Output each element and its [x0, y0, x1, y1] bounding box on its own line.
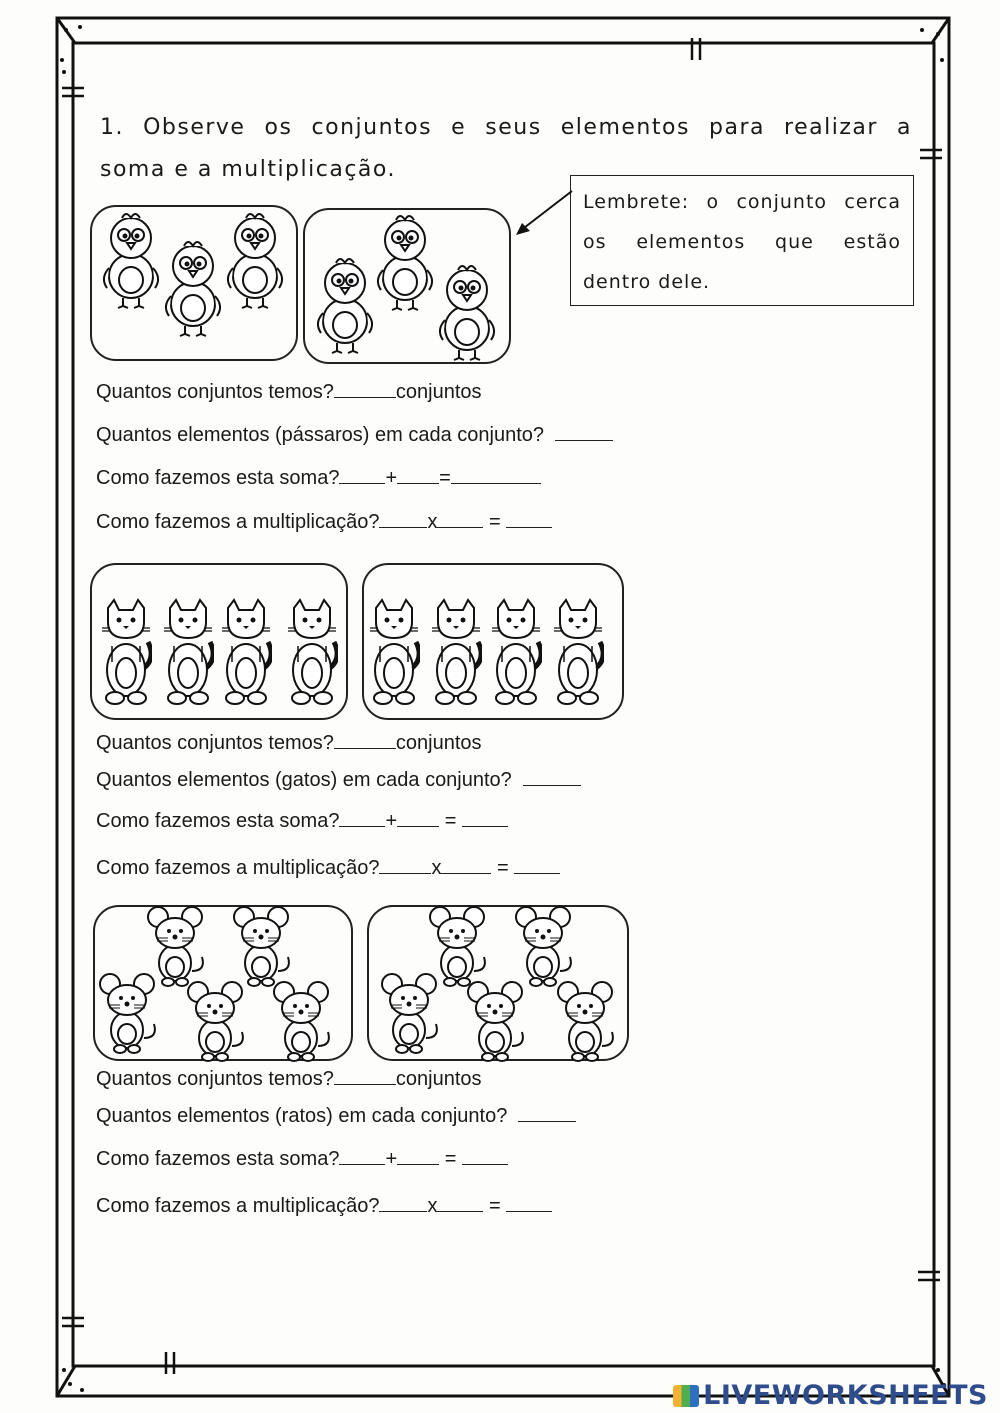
bird-set-1 [90, 205, 298, 361]
sum-term-2-blank[interactable] [397, 809, 439, 827]
sum-result-blank[interactable] [451, 466, 541, 484]
elements-count-blank[interactable] [523, 768, 581, 786]
section3-q4: Como fazemos a multiplicação? x = [96, 1194, 552, 1218]
exercise-instruction-cont: soma e a multiplicação. [100, 157, 396, 182]
sum-result-blank[interactable] [462, 809, 508, 827]
sum-result-blank[interactable] [462, 1147, 508, 1165]
mult-result-blank[interactable] [506, 510, 552, 528]
mouse-set-2 [367, 905, 629, 1061]
section2-q2: Quantos elementos (gatos) em cada conjunto? [96, 768, 581, 792]
mult-factor-1-blank[interactable] [379, 856, 431, 874]
sets-count-blank[interactable] [334, 731, 396, 749]
section3-q3: Como fazemos esta soma? + = [96, 1147, 508, 1171]
section2-q3: Como fazemos esta soma? + = [96, 809, 508, 833]
mult-factor-1-blank[interactable] [379, 1194, 427, 1212]
mult-result-blank[interactable] [514, 856, 560, 874]
sum-term-2-blank[interactable] [397, 1147, 439, 1165]
sum-term-1-blank[interactable] [339, 1147, 385, 1165]
section2-q4: Como fazemos a multiplicação? x = [96, 856, 560, 880]
section1-q1: Quantos conjuntos temos? conjuntos [96, 381, 482, 403]
reminder-line-3: dentro dele. [583, 271, 711, 293]
cat-set-2 [362, 563, 624, 720]
reminder-arrow [510, 185, 580, 245]
mouse-set-1 [93, 905, 353, 1061]
logo-mark [673, 1385, 699, 1407]
section3-q2: Quantos elementos (ratos) em cada conjunto? [96, 1104, 576, 1128]
bird-set-2 [303, 208, 511, 364]
sum-term-1-blank[interactable] [339, 809, 385, 827]
section1-q2: Quantos elementos (pássaros) em cada conjunto? [96, 423, 613, 447]
section1-q3: Como fazemos esta soma? + = [96, 466, 541, 490]
cat-set-1 [90, 563, 348, 720]
sets-count-blank[interactable] [334, 380, 396, 398]
mult-factor-2-blank[interactable] [441, 856, 491, 874]
elements-count-blank[interactable] [518, 1104, 576, 1122]
mult-factor-1-blank[interactable] [379, 510, 427, 528]
section1-q4: Como fazemos a multiplicação? x = [96, 510, 552, 534]
mult-result-blank[interactable] [506, 1194, 552, 1212]
mult-factor-2-blank[interactable] [437, 1194, 483, 1212]
liveworksheets-logo: LIVEWORKSHEETS [673, 1380, 988, 1411]
reminder-box [570, 175, 914, 306]
sum-term-2-blank[interactable] [397, 466, 439, 484]
elements-count-blank[interactable] [555, 423, 613, 441]
section3-q1: Quantos conjuntos temos? conjuntos [96, 1068, 482, 1090]
sum-term-1-blank[interactable] [339, 466, 385, 484]
mult-factor-2-blank[interactable] [437, 510, 483, 528]
sets-count-blank[interactable] [334, 1067, 396, 1085]
reminder-line-1: Lembrete: o conjunto cerca [583, 191, 901, 213]
section2-q1: Quantos conjuntos temos? conjuntos [96, 732, 482, 754]
exercise-instruction: 1. Observe os conjuntos e seus elementos para realizar a [100, 115, 912, 140]
reminder-line-2: os elementos que estão [583, 231, 901, 253]
